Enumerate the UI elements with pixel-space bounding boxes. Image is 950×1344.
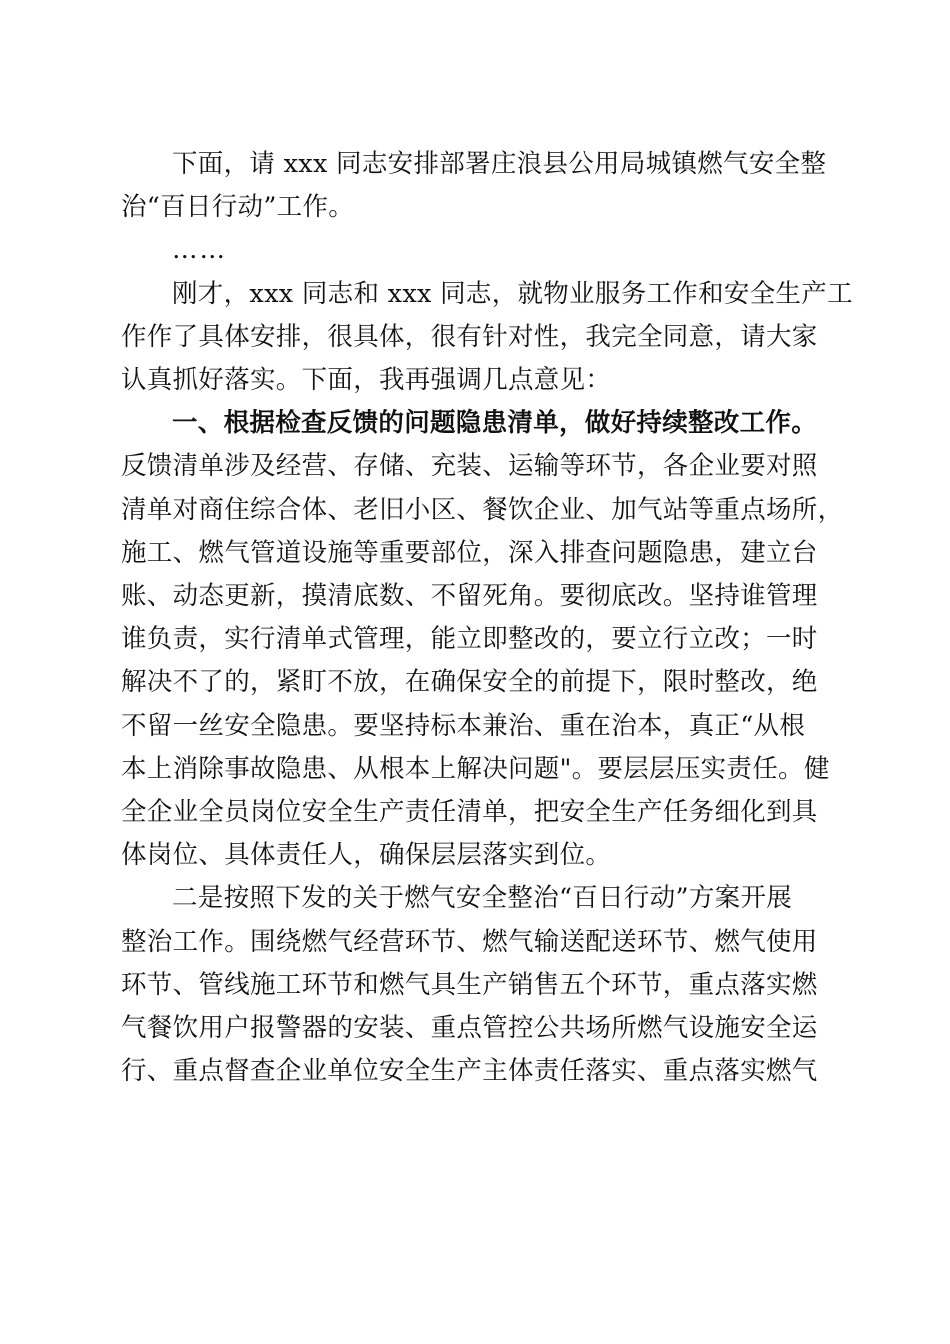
text-line: 全企业全员岗位安全生产责任清单，把安全生产任务细化到具 [121, 797, 818, 828]
text-line: 清单对商住综合体、老旧小区、餐饮企业、加气站等重点场所， [121, 494, 844, 525]
text-line: 体岗位、具体责任人，确保层层落实到位。 [121, 840, 612, 871]
text-line: 整治工作。围绕燃气经营环节、燃气输送配送环节、燃气使用 [121, 926, 818, 957]
text-line: 反馈清单涉及经营、存储、充装、运输等环节，各企业要对照 [121, 451, 818, 482]
text-line: 行、重点督查企业单位安全生产主体责任落实、重点落实燃气 [121, 1056, 818, 1087]
text-line: 环节、管线施工环节和燃气具生产销售五个环节，重点落实燃 [121, 969, 818, 1000]
text-line: 二是按照下发的关于燃气安全整治“百日行动”方案开展 [172, 883, 793, 914]
paragraph-point-one [121, 402, 844, 877]
section-heading-one: 一、根据检查反馈的问题隐患清单，做好持续整改工作。 [172, 408, 818, 439]
paragraph-intro [121, 143, 827, 229]
text-line: 本上消除事故隐患、从根本上解决问题"。要层层压实责任。健 [121, 753, 830, 784]
text-line: 账、动态更新，摸清底数、不留死角。要彻底改。坚持谁管理 [121, 581, 818, 612]
text-line: 刚才，xxx 同志和 xxx 同志，就物业服务工作和安全生产工 [172, 278, 853, 309]
text-line: 下面，请 xxx 同志安排部署庄浪县公用局城镇燃气安全整 [172, 149, 827, 179]
paragraph-ellipsis [121, 229, 827, 272]
text-line: 认真抓好落实。下面，我再强调几点意见： [121, 365, 612, 396]
paragraph-remarks [121, 273, 853, 403]
ellipsis-line: …… [172, 235, 227, 266]
document-body [121, 143, 853, 1093]
text-line: 解决不了的，紧盯不放，在确保安全的前提下，限时整改，绝 [121, 667, 818, 698]
paragraph-point-two [121, 877, 827, 1093]
text-line: 施工、燃气管道设施等重要部位，深入排查问题隐患，建立台 [121, 537, 818, 568]
text-line: 作作了具体安排，很具体，很有针对性，我完全同意，请大家 [121, 321, 818, 352]
text-line: 谁负责，实行清单式管理，能立即整改的，要立行立改；一时 [121, 624, 818, 655]
text-line: 治“百日行动”工作。 [121, 192, 355, 223]
text-line: 气餐饮用户报警器的安装、重点管控公共场所燃气设施安全运 [121, 1013, 818, 1044]
text-line: 不留一丝安全隐患。要坚持标本兼治、重在治本，真正“从根 [121, 710, 806, 741]
